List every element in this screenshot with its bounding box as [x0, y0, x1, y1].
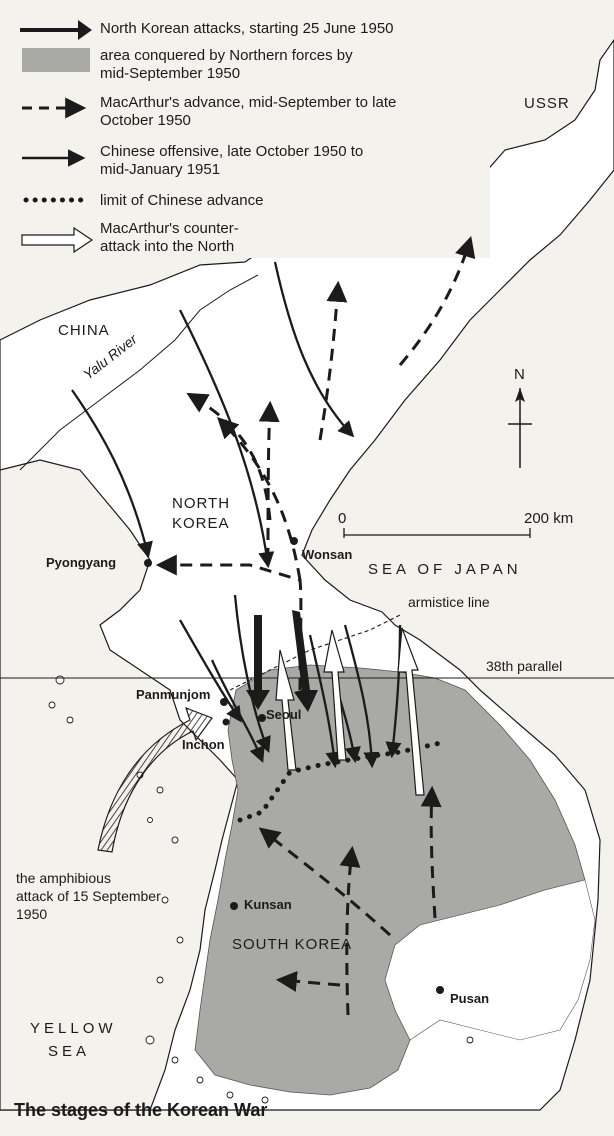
legend-counter-label-2: attack into the North	[100, 238, 235, 255]
legend-box	[0, 0, 490, 258]
amphibious-label-1: the amphibious	[16, 870, 111, 886]
yalu-river-label: Yalu River	[80, 330, 140, 383]
legend-macarthur-label-1: MacArthur's advance, mid-September to late	[100, 94, 397, 111]
amphibious-label-2: attack of 15 September	[16, 888, 161, 904]
conquered-legend-icon	[22, 48, 90, 72]
sea-of-japan-label: SEA OF JAPAN	[368, 561, 522, 578]
city-pyongyang: Pyongyang	[46, 555, 117, 570]
scale-zero-label: 0	[338, 510, 347, 527]
city-inchon: Inchon	[182, 737, 225, 752]
city-pusan: Pusan	[450, 991, 490, 1006]
scale-end-label: 200 km	[524, 510, 574, 527]
legend-chinese-label-1: Chinese offensive, late October 1950 to	[100, 143, 364, 160]
parallel-38-label: 38th parallel	[486, 658, 563, 674]
yellow-sea-label-1: YELLOW	[30, 1020, 117, 1037]
amphibious-label-3: 1950	[16, 906, 48, 922]
south-korea-label: SOUTH KOREA	[232, 936, 353, 953]
legend-limit-label: limit of Chinese advance	[100, 192, 264, 209]
city-kunsan: Kunsan	[244, 897, 292, 912]
legend-counter-label-1: MacArthur's counter-	[100, 220, 239, 237]
legend-chinese-label-2: mid-January 1951	[100, 161, 221, 178]
legend-conquered-label-2: mid-September 1950	[100, 65, 241, 82]
ussr-label: USSR	[524, 95, 570, 112]
city-seoul: Seoul	[266, 707, 302, 722]
legend-conquered-label-1: area conquered by Northern forces by	[100, 47, 353, 64]
armistice-line-label: armistice line	[408, 594, 490, 610]
legend-north-attacks-label: North Korean attacks, starting 25 June 1950	[100, 20, 394, 37]
china-label: CHINA	[58, 322, 110, 339]
city-wonsan: Wonsan	[302, 547, 353, 562]
compass-north-label: N	[514, 366, 525, 383]
legend-macarthur-label-2: October 1950	[100, 112, 191, 129]
map-caption: The stages of the Korean War	[14, 1100, 268, 1120]
north-korea-label-1: NORTH	[172, 495, 231, 512]
north-korea-label-2: KOREA	[172, 515, 230, 532]
yellow-sea-label-2: SEA	[48, 1043, 91, 1060]
city-panmunjom: Panmunjom	[136, 687, 211, 702]
